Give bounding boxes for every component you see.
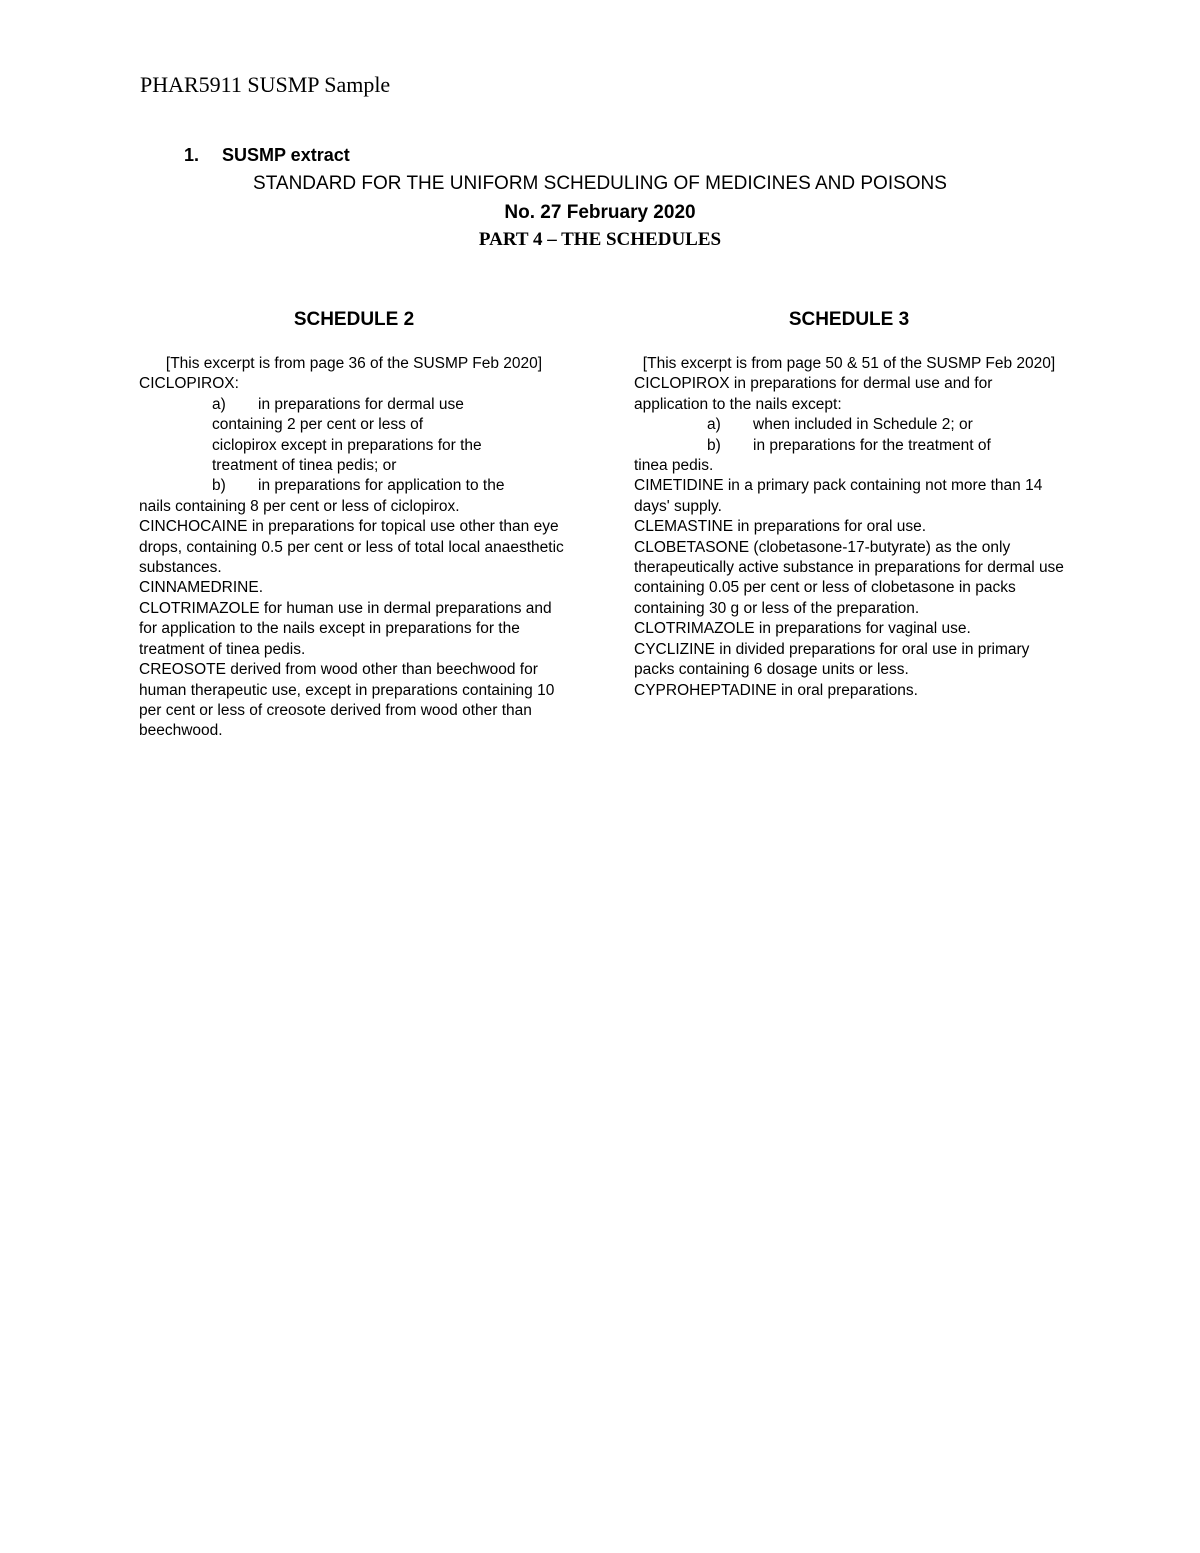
s2-item-a-label: a) [212, 395, 226, 413]
s3-item-b-line1: in preparations for the treatment of [753, 436, 991, 454]
s2-clotrimazole-entry: CLOTRIMAZOLE for human use in dermal preparations and for application to the nails except in preparations for the treatment of tinea pedis. [139, 599, 552, 658]
s2-cinnamedrine-entry: CINNAMEDRINE. [139, 579, 264, 597]
page-header: PHAR5911 SUSMP Sample [140, 72, 391, 97]
s3-ciclopirox-entry: CICLOPIROX in preparations for dermal use and for application to the nails except: [634, 375, 993, 413]
s3-cyclizine-entry: CYCLIZINE in divided preparations for oral use in primary packs containing 6 dosage units or less. [634, 640, 1030, 679]
s3-cyproheptadine-entry: CYPROHEPTADINE in oral preparations. [634, 681, 918, 699]
s2-item-a-line1: in preparations for dermal use [258, 395, 464, 413]
s3-item-a-label: a) [707, 416, 721, 434]
s2-creosote-entry: CREOSOTE derived from wood other than beechwood for human therapeutic use, except in preparations containing 10 per cent or less of creosote derived from wood other than beechwood. [139, 661, 555, 740]
s3-cimetidine-entry: CIMETIDINE in a primary pack containing not more than 14 days' supply. [634, 477, 1043, 515]
s2-item-a-line2: containing 2 per cent or less of [212, 416, 424, 434]
s2-item-b-line2: nails containing 8 per cent or less of ciclopirox. [139, 497, 460, 515]
schedule-2-heading: SCHEDULE 2 [293, 309, 415, 330]
s3-clemastine-entry: CLEMASTINE in preparations for oral use. [634, 518, 927, 536]
section-heading [184, 145, 350, 166]
s3-clotrimazole-entry: CLOTRIMAZOLE in preparations for vaginal use. [634, 620, 971, 638]
schedule-3-excerpt-note: [This excerpt is from page 50 & 51 of the SUSMP Feb 2020] [642, 355, 1056, 372]
s2-ciclopirox-item-a [139, 395, 569, 415]
s3-ciclopirox-item-a [634, 415, 1064, 435]
schedule-3-column [634, 308, 1064, 701]
s2-cinchocaine-entry: CINCHOCAINE in preparations for topical use other than eye drops, containing 0.5 per cent or less of total local anaesthetic substances. [139, 518, 564, 577]
s3-item-a-text: when included in Schedule 2; or [753, 416, 973, 434]
document-title: STANDARD FOR THE UNIFORM SCHEDULING OF MEDICINES AND POISONS [253, 173, 947, 194]
s3-item-b-line2: tinea pedis. [634, 457, 714, 475]
schedule-3-heading: SCHEDULE 3 [788, 309, 910, 330]
document-part: PART 4 – THE SCHEDULES [478, 229, 722, 250]
section-number: 1. [184, 145, 200, 165]
section-title: SUSMP extract [222, 145, 350, 165]
s2-item-b-line1: in preparations for application to the [258, 477, 505, 495]
s2-ciclopirox-entry: CICLOPIROX: [139, 375, 239, 393]
document-issue: No. 27 February 2020 [504, 202, 696, 223]
s2-item-a-line4: treatment of tinea pedis; or [212, 457, 397, 475]
s3-item-b-label: b) [707, 436, 721, 454]
s2-item-b-label: b) [212, 477, 226, 495]
s3-ciclopirox-item-b [634, 436, 1064, 456]
s2-ciclopirox-item-b [139, 476, 569, 496]
s2-item-a-line3: ciclopirox except in preparations for the [212, 436, 482, 454]
schedule-2-column [139, 308, 569, 742]
s3-clobetasone-entry: CLOBETASONE (clobetasone-17-butyrate) as the only therapeutically active substance in preparations for dermal use containing 0.05 per cent or less of clobetasone in packs containing 30 g or less of the preparation. [634, 538, 1064, 617]
schedule-2-excerpt-note: [This excerpt is from page 36 of the SUSMP Feb 2020] [165, 355, 543, 372]
